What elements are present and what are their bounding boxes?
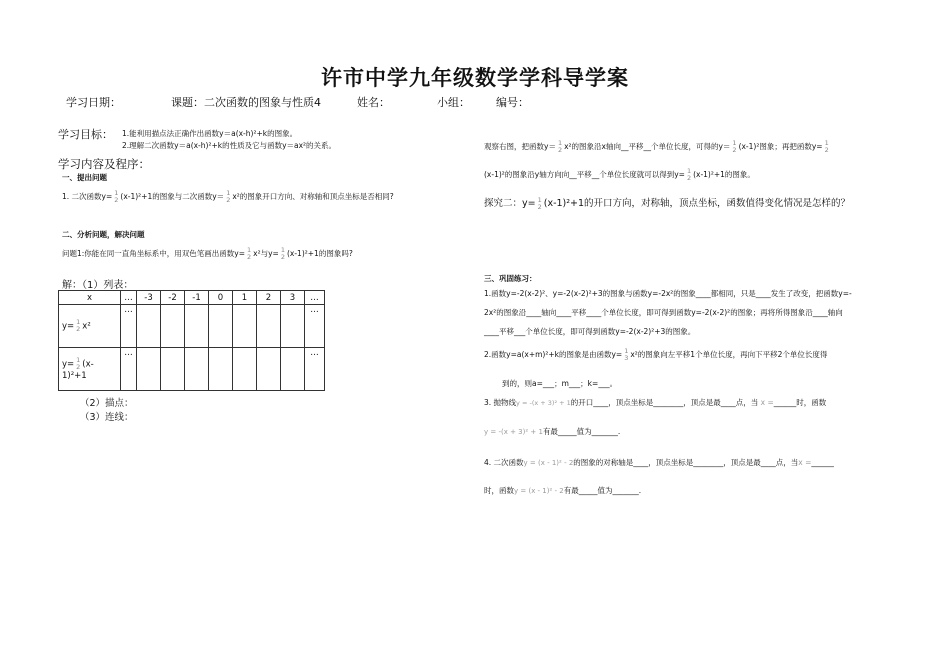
section2-question	[62, 247, 353, 261]
content-label: 学习内容及程序：	[58, 157, 150, 171]
fraction-half: 1 2	[537, 195, 542, 211]
goals-label: 学习目标：	[58, 128, 113, 141]
section2-heading: 二、分析问题，解决问题	[62, 230, 145, 239]
section1-heading: 一、提出问题	[62, 173, 107, 182]
table-cell	[209, 305, 233, 348]
table-row	[59, 348, 325, 391]
table-cell: …	[305, 305, 325, 348]
number-label: 编号：	[496, 96, 529, 109]
page-title: 许市中学九年级数学学科导学案	[321, 66, 629, 90]
q1-text-pre: 1. 二次函数y=	[62, 192, 113, 201]
solution-step-3: （3）连线：	[80, 412, 134, 423]
table-cell	[137, 305, 161, 348]
practice-1-line-1: 1.函数y=-2(x-2)²、y=-2(x-2)²+3的图象与函数y=-2x²的图象____都相同，只是____发生了改变，把函数y=-	[484, 289, 852, 298]
table-cell: 3	[281, 291, 305, 305]
q1-text-post: x²的图象开口方向、对称轴和顶点坐标是否相同?	[232, 192, 394, 201]
practice-3-line-2: y = -(x + 3)² + 1有最_____值为_______.	[484, 427, 621, 436]
value-table	[58, 290, 325, 391]
practice-1-line-3: ____平移___个单位长度，即可得到函数y=-2(x-2)²+3的图象。	[484, 327, 696, 336]
fraction-half: 1 2	[557, 139, 563, 154]
practice-2-line-1: 2.函数y=a(x+m)²+k的图象是由函数y= 1 3 x²的图象向左平移1个单位长度，再向下平移2个单位长度得	[484, 347, 828, 362]
practice-heading: 三、巩固练习：	[484, 274, 537, 283]
fraction-half: 1 2	[732, 139, 737, 154]
formula-parabola: y = -(x + 3)² + 1	[516, 399, 571, 407]
practice-2-line-2: 到的，则a=___；m___；k=___。	[502, 379, 618, 388]
table-cell: …	[121, 291, 137, 305]
fraction-half: 1 2	[247, 246, 252, 261]
row-label-parabola: y= 1 2 x²	[59, 305, 121, 348]
table-cell	[257, 348, 281, 391]
formula-quadratic: y = (x - 1)² - 2	[523, 459, 574, 467]
table-cell	[257, 305, 281, 348]
date-label: 学习日期：	[66, 96, 121, 109]
row-label-shifted: y= 1 2 (x-1)²+1	[59, 348, 121, 391]
fraction-half: 1 2	[226, 189, 231, 204]
name-label: 姓名：	[357, 96, 390, 109]
table-cell: 1	[233, 291, 257, 305]
topic-label: 课题：二次函数的图象与性质4	[171, 96, 321, 109]
formula-parabola: y = -(x + 3)² + 1	[484, 428, 543, 436]
table-cell	[137, 348, 161, 391]
table-cell: …	[305, 348, 325, 391]
fraction-half: 1 2	[114, 189, 119, 204]
table-cell: x	[59, 291, 121, 305]
table-cell	[233, 348, 257, 391]
formula-quadratic: y = (x - 1)² - 2	[514, 487, 564, 495]
table-cell: …	[121, 348, 137, 391]
table-cell	[233, 305, 257, 348]
table-cell	[209, 348, 233, 391]
table-cell	[185, 348, 209, 391]
q2-text-pre: 问题1:你能在同一直角坐标系中，用双色笔画出函数y=	[62, 249, 246, 258]
table-cell	[161, 305, 185, 348]
practice-1-line-2: 2x²的图象沿____轴向____平移____个单位长度，即可得到函数y=-2(x-2)²的图象；再将所得图象沿____轴向	[484, 308, 843, 317]
fraction-half: 1 2	[686, 167, 692, 182]
section1-question	[62, 190, 394, 204]
solution-step-2: （2）描点：	[80, 398, 134, 409]
q2-text-post: (x-1)²+1的图象吗?	[286, 249, 353, 258]
table-cell: …	[305, 291, 325, 305]
table-cell	[185, 305, 209, 348]
practice-3-line-1: 3. 抛物线y = -(x + 3)² + 1的开口____，顶点坐标是________，顶点是最____点，当 x =______时，函数	[484, 398, 827, 407]
table-row	[59, 291, 325, 305]
table-cell	[281, 348, 305, 391]
group-label: 小组：	[437, 96, 470, 109]
table-cell: 0	[209, 291, 233, 305]
goal-item-1: 1.能利用描点法正确作出函数y＝a(x-h)²+k的图象。	[122, 129, 298, 138]
goal-item-2: 2.理解二次函数y＝a(x-h)²+k的性质及它与函数y＝ax²的关系。	[122, 141, 337, 150]
fraction-half: 1 2	[824, 139, 829, 154]
table-cell	[161, 348, 185, 391]
q1-text-mid: (x-1)²+1的图象与二次函数y＝	[120, 192, 225, 201]
fraction-half: 1 2	[280, 246, 285, 261]
practice-4-line-2: 时，函数y = (x - 1)² - 2有最_____值为_______.	[484, 486, 642, 495]
q2-text-mid: x²与y=	[253, 249, 279, 258]
observe-line-2: (x-1)²的图象沿y轴方向向__平移__个单位长度就可以得到y= 1 2 (x-1)²+1的图象。	[484, 167, 755, 182]
practice-4-line-1: 4. 二次函数y = (x - 1)² - 2的图象的对称轴是____，顶点坐标是________，顶点是最____点，当x =______	[484, 458, 834, 467]
table-cell: -2	[161, 291, 185, 305]
solution-label: 解：（1）列表：	[62, 280, 134, 291]
explore-two: 探究二：y= 1 2 (x-1)²+1的开口方向，对称轴，顶点坐标，函数值得变化情况是怎样的？	[484, 195, 851, 211]
observe-line-1: 观察右图，把函数y＝ 1 2 x²的图象沿x轴向__平移__个单位长度，可得的y＝ 1 2 (x-1)²图象；再把函数y= 1 2	[484, 139, 829, 154]
fraction-third: 1 3	[624, 347, 629, 362]
table-cell: 2	[257, 291, 281, 305]
table-cell	[281, 305, 305, 348]
table-cell: -1	[185, 291, 209, 305]
table-cell: …	[121, 305, 137, 348]
table-cell: -3	[137, 291, 161, 305]
table-row	[59, 305, 325, 348]
